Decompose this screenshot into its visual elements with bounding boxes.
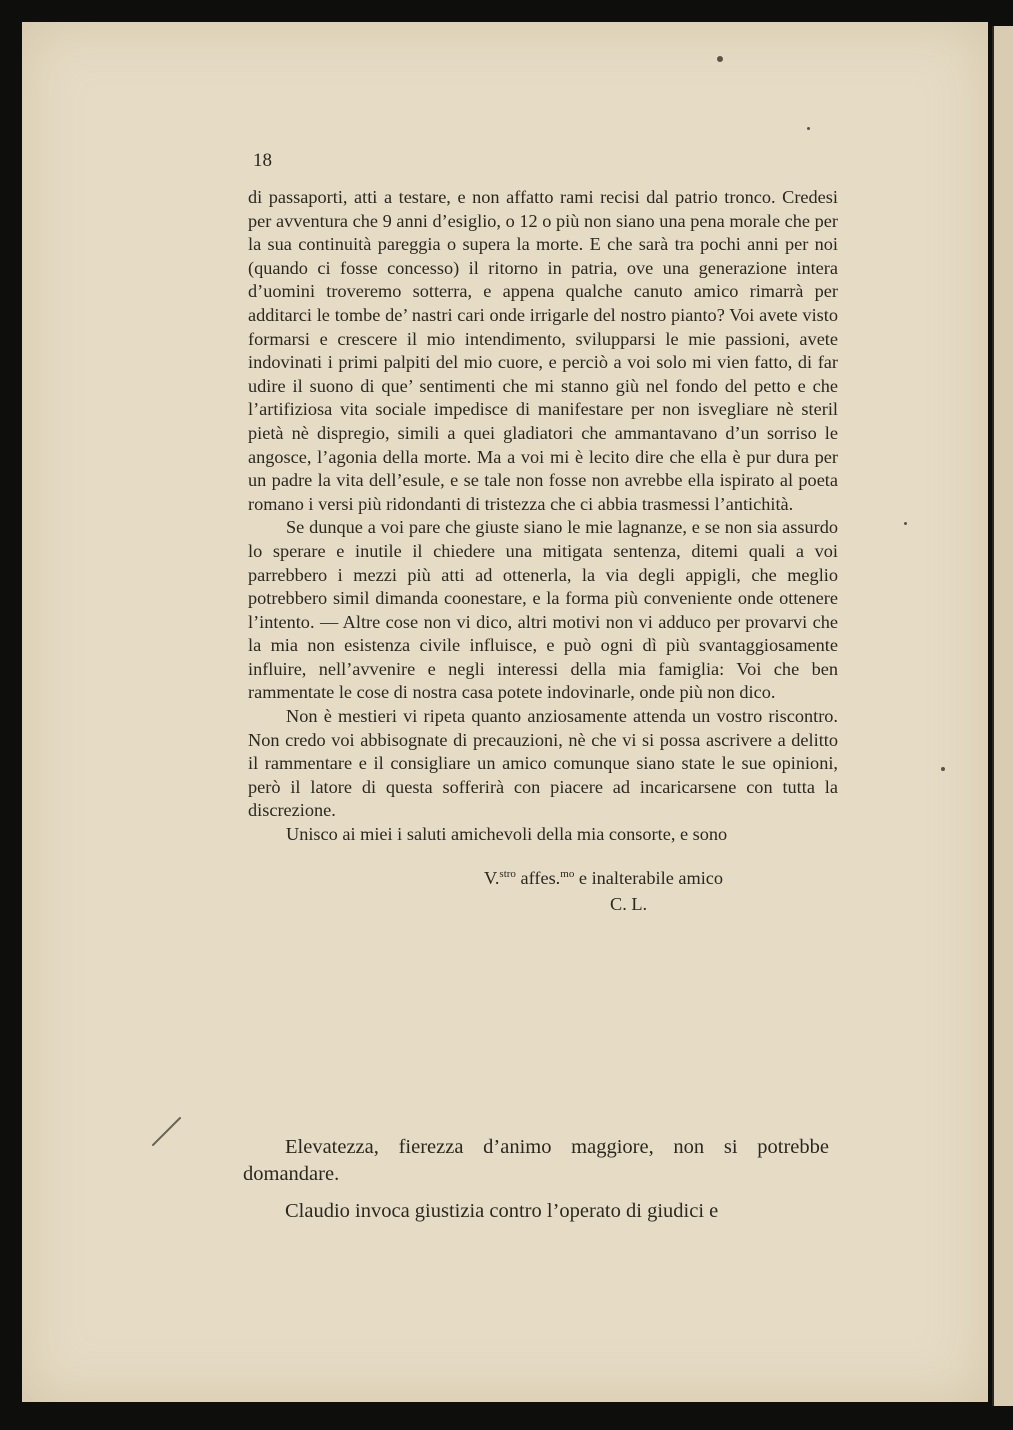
letter-closing [484,865,838,917]
page-number: 18 [253,150,272,171]
commentary-paragraph-2: Claudio invoca giustizia contro l’operato di giudici e [285,1200,719,1222]
paragraph-2: Se dunque a voi pare che giuste siano le mie lagnanze, e se non sia assurdo lo sperare e inutile il chiedere una mitigata sentenza, ditemi quali a voi parrebbero i mezzi più atti ad ottenerla, la via degli appigli, che meglio potrebbero simil dimanda coonestare, e la forma più conveniente onde ottenere l’intento. — Altre cose non vi dico, altri motivi non vi adduco per provarvi che la mia non esistenza civile influisce, e può ogni dì più svantaggiosamente influire, nell’avvenire e negli interessi della mia famiglia: Voi che ben rammentate le cose di nostra casa potete indovinarle, onde più non dico. [248,517,838,703]
ink-speck [941,767,945,771]
paragraph-1: di passaporti, atti a testare, e non affatto rami recisi dal patrio tronco. Credesi per avventura che 9 anni d’esiglio, o 12 o più non siano una pena morale che per la sua continuità pareggia o supera la morte. E che sarà tra pochi anni per noi (quando ci fosse concesso) il ritorno in patria, ove una generazione intera d’uomini troveremo sotterra, e appena qualche canuto amico rimarrà per additarci le tombe de’ nastri cari onde irrigarle del nostro pianto? Voi avete visto formarsi e crescere il mio intendimento, svilupparsi le mie passioni, avete indovinati i primi palpiti del mio cuore, e perciò a voi solo mi vien fatto, di far udire il suono di que’ sentimenti che mi stanno giù nel fondo del petto e che l’artifiziosa vita sociale impedisce di manifestare per non isvegliare nè steril pietà nè dispregio, simili a quei gladiatori che ammantavano d’un sorriso le angosce, l’agonia della morte. Ma a voi mi è lecito dire che ella è pur dura per un padre la vita dell’esule, e se tale non fosse non avrebbe ella ispirato al poeta romano i versi più ridondanti di tristezza che ci abbia trasmessi l’antichità. [248,187,838,514]
pencil-mark-icon [150,1115,184,1147]
paragraph-4: Unisco ai miei i saluti amichevoli della mia consorte, e sono [286,824,728,845]
paragraph-3: Non è mestieri vi ripeta quanto anziosamente attenda un vostro riscontro. Non credo voi abbisognate di precauzioni, nè che vi si possa ascrivere a delitto il rammentare e il consigliare un amico comunque siano state le sue opinioni, però il latore di questa sofferirà con piacere ad incaricarsene con tutta la discrezione. [248,706,838,821]
adjacent-page-edge [992,26,1013,1406]
closing-affes-sup: mo [560,867,575,880]
ink-speck [717,56,723,62]
commentary-body [243,1134,829,1225]
ink-speck [807,127,810,130]
closing-affes: affes. [515,867,561,888]
closing-v: V. [484,867,500,888]
signature: C. L. [610,893,648,914]
closing-v-sup: stro [499,867,516,880]
closing-rest: e inalterabile amico [574,867,724,888]
letter-body [248,186,838,917]
closing-line [484,865,838,891]
ink-speck [904,522,907,525]
commentary-paragraph-1: Elevatezza, fierezza d’animo maggiore, non si potrebbe domandare. [243,1136,829,1185]
